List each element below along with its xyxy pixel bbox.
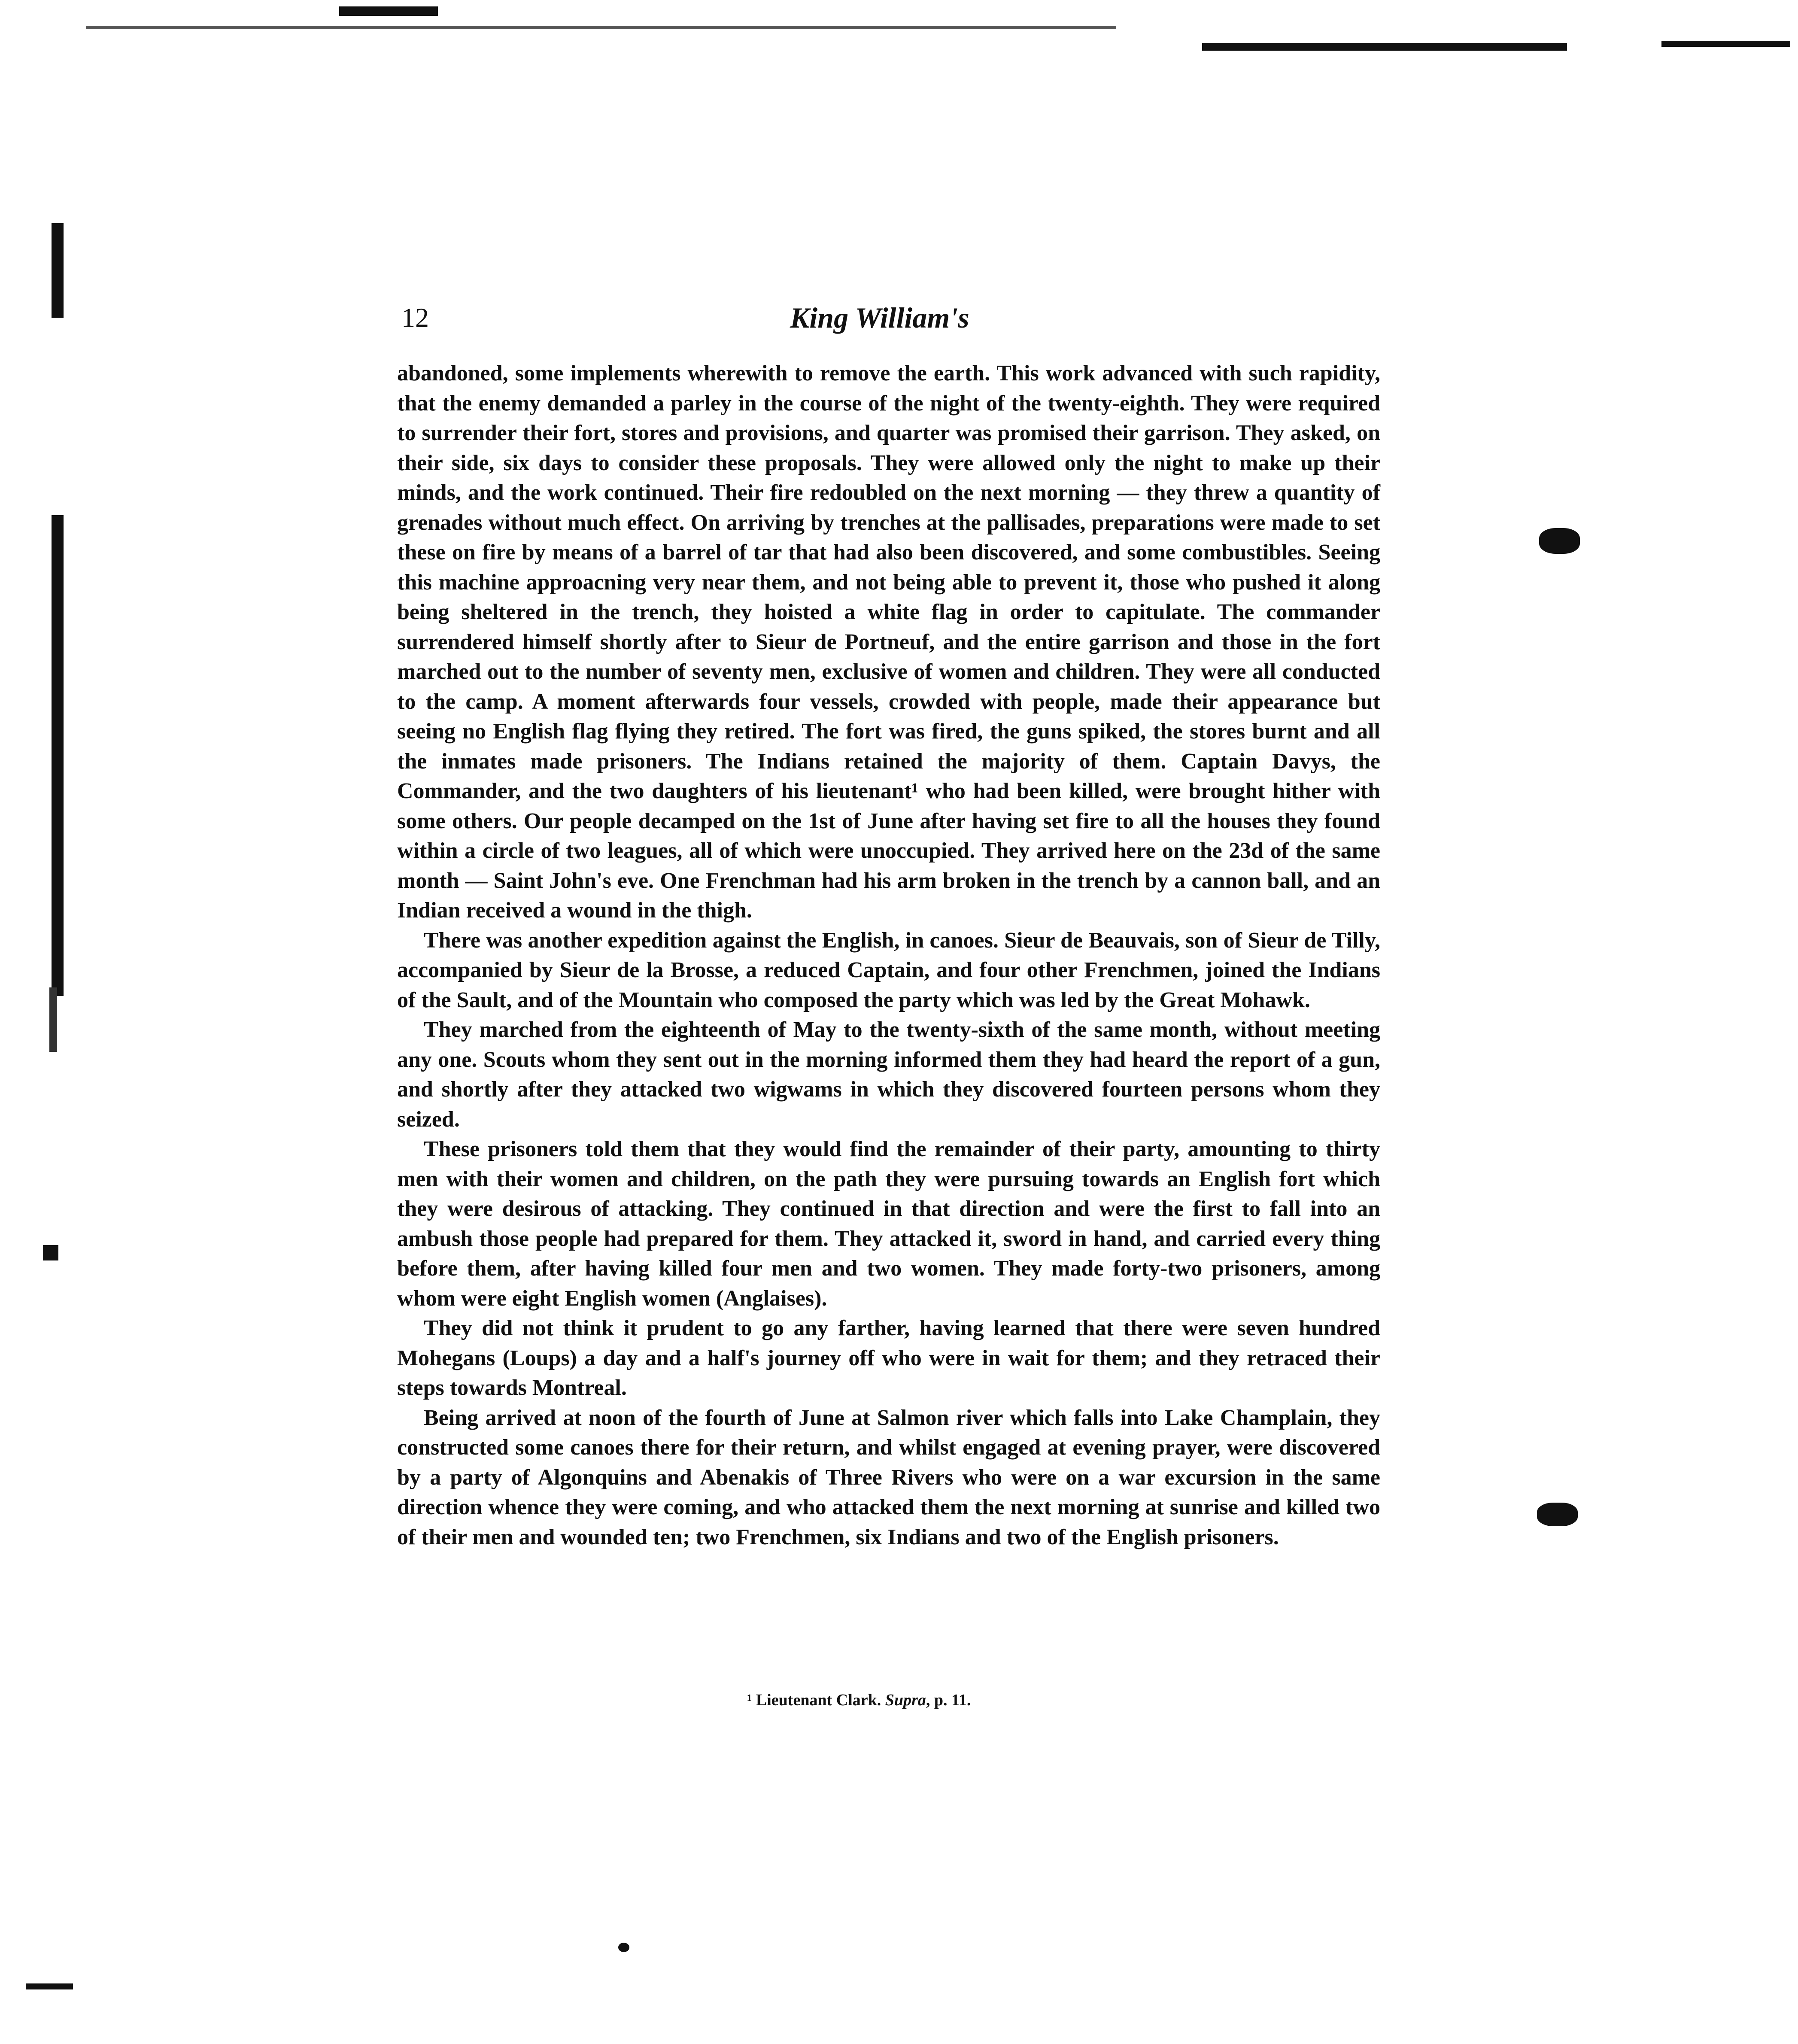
footnote-page: , p. 11. [926, 1691, 971, 1709]
footnote-text: Lieutenant Clark. [752, 1691, 885, 1709]
paragraph: Being arrived at noon of the fourth of June at Salmon river which falls into Lake Champlain, they constructed some canoes there for their return, and whilst engaged at evening prayer, were discovered by a party of Algonquins and Abenakis of Three Rivers who were on a war excursion in the same direction whence they were coming, and who attacked them the next morning at sunrise and killed two of their men and wounded ten; two Frenchmen, six Indians and two of the English prisoners. [397, 1405, 1380, 1549]
footnote-reference: Supra [885, 1691, 926, 1709]
scan-blot-right-2 [1537, 1503, 1578, 1526]
scan-edge-top-left [86, 26, 1116, 29]
footnote-marker: ¹ [747, 1691, 752, 1709]
paragraph: They marched from the eighteenth of May to the twenty-sixth of the same month, without meeting any one. Scouts whom they sent out in the morning informed them they had heard the report of a gun, and shortly after they attacked two wigwams in which they discovered fourteen persons whom they seized. [397, 1017, 1380, 1132]
footnote [747, 1689, 971, 1711]
page-number: 12 [401, 302, 429, 333]
scan-edge-left-2 [52, 515, 64, 996]
paragraph: These prisoners told them that they would find the remainder of their party, amounting to thirty men with their women and children, on the path they were pursuing towards an English fort which they were desirous of attacking. They continued in that direction and were the first to fall into an ambush those people had prepared for them. They attacked it, sword in hand, and carried every thing before them, after having killed four men and two women. They made forty-two prisoners, among whom were eight English women (Anglaises). [397, 1137, 1380, 1311]
body-text [397, 358, 1380, 1552]
running-head: King William's [790, 301, 969, 334]
scan-edge-top-bar [339, 6, 438, 16]
scan-dot-bottom [618, 1943, 629, 1952]
scan-edge-left-5 [26, 1983, 73, 1989]
scan-edge-left-4 [43, 1245, 58, 1260]
paragraph: abandoned, some implements wherewith to remove the earth. This work advanced with such rapidity, that the enemy demanded a parley in the course of the night of the twenty-eighth. They were required to surrender their fort, stores and provisions, and quarter was promised their garrison. They asked, on their side, six days to consider these proposals. They were allowed only the night to make up their minds, and the work continued. Their fire redoubled on the next morning — they threw a quantity of grenades without much effect. On arriving by trenches at the pallisades, preparations were made to set these on fire by means of a barrel of tar that had also been discovered, and some combustibles. Seeing this machine approacning very near them, and not being able to prevent it, those who pushed it along being sheltered in the trench, they hoisted a white flag in order to capitulate. The commander surrendered himself shortly after to Sieur de Portneuf, and the entire garrison and those in the fort marched out to the number of seventy men, exclusive of women and children. They were all conducted to the camp. A moment afterwards four vessels, crowded with people, made their appearance but seeing no English flag flying they retired. The fort was fired, the guns spiked, the stores burnt and all the inmates made prisoners. The Indians retained the majority of them. Captain Davys, the Commander, and the two daughters of his lieutenant¹ who had been killed, were brought hither with some others. Our people decamped on the 1st of June after having set fire to all the houses they found within a circle of two leagues, all of which were unoccupied. They arrived here on the 23d of the same month — Saint John's eve. One Frenchman had his arm broken in the trench by a cannon ball, and an Indian received a wound in the thigh. [397, 361, 1380, 923]
paragraph: There was another expedition against the English, in canoes. Sieur de Beauvais, son of Sieur de Tilly, accompanied by Sieur de la Brosse, a reduced Captain, and four other Frenchmen, joined the Indians of the Sault, and of the Mountain who composed the party which was led by the Great Mohawk. [397, 928, 1380, 1012]
scan-edge-top-far-right [1661, 41, 1790, 47]
scan-edge-left-1 [52, 223, 64, 318]
scan-edge-top-right [1202, 43, 1567, 51]
scan-blot-right-1 [1539, 528, 1580, 554]
scan-edge-left-3 [49, 987, 57, 1052]
paragraph: They did not think it prudent to go any farther, having learned that there were seven hundred Mohegans (Loups) a day and a half's journey off who were in wait for them; and they retraced their steps towards Montreal. [397, 1316, 1380, 1400]
